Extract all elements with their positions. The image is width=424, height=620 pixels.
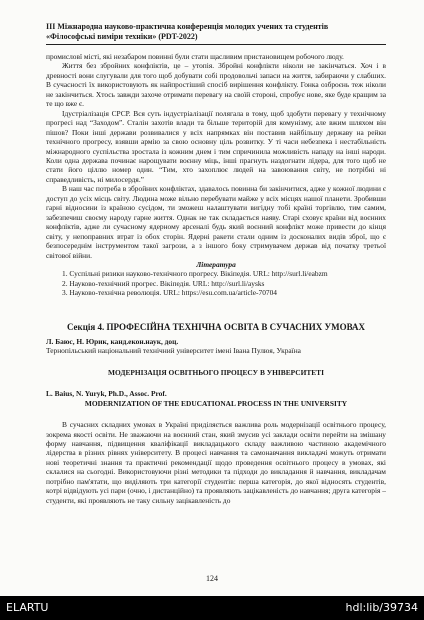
paragraph-industrialization: Ідустріалізація СРСР. Вся суть індустріалізації полягала в тому, щоб здобути перевагу у технічному прогресі над “Заходом”. Сталін захотів влади та більше територій для комунізму, але вжим шляхом він пішов? Поки інші держави розвивалися у всіх напрямках він поставив найбільшу державу на рейки технічного прогресу, взявши армію за свою основну ціль розвитку. У ті часи небезпека і нестабільність міжнародного суспільства зростала із кожним днем і тим спричинила можливість нападу на інші народи. Коли одна держава починає нарощувати воєнну міць, інші прагнуть наздогнати лідера, для того щоб не стати його ціллю номер один. “Тим, хто захоплює людей на завоювання світу, не потрібні ні справедливість, ні милосердя.”: [46, 108, 386, 184]
references-list: [46, 269, 386, 297]
paragraph-conflicts: Життя без збройних конфліктів, це – утопія. Збройні конфлікти ніколи не закінчаться. Хоч і в древності вони слугували для того щоб добувати собі продовольчі запаси на життя, забираючи у слабших. В сучасності їх використовують як найпростіший спосіб вирішення конфлікту. Гонка озброєнь теж ніколи не закінчиться. Хтось завжди захоче отримати перевагу на своїй стороні, спробує нове, яке буде кращим за те що вже є.: [46, 61, 386, 109]
authors-en: L. Baius, N. Yuryk, Ph.D., Assoc. Prof.: [46, 389, 167, 399]
paragraph-continuation: промисловї місті, які незабаром повинні були стати щасливим пристановищем робочого люду.: [46, 52, 344, 61]
article-title-ua: МОДЕРНІЗАЦІЯ ОСВІТНЬОГО ПРОЦЕСУ В УНІВЕРСИТЕТІ: [108, 367, 324, 377]
paragraph-modern-times: В наш час потреба в збройних конфліктах, здавалось повинна би закінчитися, адже у кожної людини є доступ до усіх місць світу. Людина може вільно перебувати майже у всіх місцях нашої планети. Зробивши гарні відносини із країною сусідом, ти зможеш налаштувати вигідну тобі країні торгівлю, тим самим, забезпечиш своєму народу гарне життя. Однак не так складається наяву. Старі сховує країни від воєнних конфліктів, адже ли сучасному ядерному арсеналі будь який воєнний конфлікт може привести до кінця світу, у непоправних втрат із обох сторін. Ядерні ракети стали одним із досконалих видів зброї, що є безпосереднім інструментом такої загрози, а з іншого боку стримувачем держав від початку третьої світової війни.: [46, 184, 386, 260]
repository-footer: [0, 596, 424, 620]
header-line-2: «Філософські виміри техніки» (PDT-2022): [46, 32, 198, 41]
reference-item: 2. Науково-технічний прогрес. Вікіпедія. URL: http://surl.li/aysks: [62, 278, 265, 288]
article-body: В сучасних складних умовах в Україні приділяється важлива роль модернізації освітнього процесу, зокрема якості освіти. Не зважаючи на воєнний стан, який змусив усі заклади освіти перейти на змішану форму навчання, підвищення кваліфікації викладацького складу важливою частиною академічного лідерства в різних рівнях університету. В процесі навчання та самонавчання викладачі можуть отримати нові теоретичні знання та практичні рекомендації щодо проведення освітнього процесу в умовах, які склалися на сьогодні. Використовуючи різні методики та підходи до викладання й навчання, викладачам потрібно пам'ятати, що виділяють три категорії студентів: перша категорія, до якої відносять студентів, котрі відвідують усі пари (очно, і дистанційно) та проявляють зацікавленість до навчання; друга категорія – студенти, які проявляють не таку сильну зацікавленість до: [46, 420, 386, 505]
article-title-en: MODERNIZATION OF THE EDUCATIONAL PROCESS IN THE UNIVERSITY: [84, 398, 348, 408]
section-title: Секція 4. ПРОФЕСІЙНА ТЕХНІЧНА ОСВІТА В СУЧАСНИХ УМОВАХ: [66, 321, 366, 332]
reference-item: 3. Науково-технічна революція. URL: https://esu.com.ua/article-70704: [62, 288, 277, 298]
conference-header: [46, 22, 386, 45]
authors-ua: Л. Баюс, Н. Юрик, канд.екон.наук, доц.: [46, 336, 179, 346]
affiliation: Тернопільський національний технічний університет імені Івана Пулюя, Україна: [46, 346, 301, 356]
reference-item: 1. Суспільні ризики науково-технічного прогресу. Вікіпедія. URL: http://surl.li/eabzm: [62, 269, 328, 279]
repository-name: ELARTU: [6, 601, 49, 614]
handle-id: hdl:lib/39734: [345, 601, 418, 614]
page-content: [46, 52, 386, 505]
literature-title: Література: [196, 259, 236, 269]
header-line-1: ІІІ Міжнародна науково-практична конференція молодих учених та студентів: [46, 22, 329, 31]
page-number: 124: [206, 574, 218, 583]
